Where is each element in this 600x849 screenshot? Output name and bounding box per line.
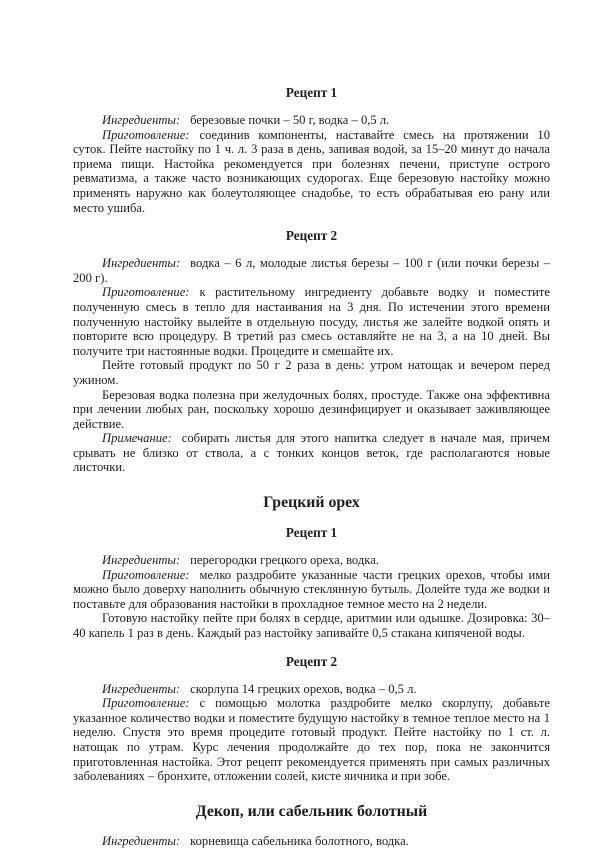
ingredients-paragraph [73, 682, 550, 697]
section-title: Грецкий орех [263, 494, 360, 512]
recipe-heading: Рецепт 2 [285, 653, 338, 669]
paragraph-label: Ингредиенты: [102, 681, 181, 696]
preparation-paragraph [73, 696, 550, 784]
body-paragraph [73, 611, 550, 640]
paragraph-text: мелко раздробите указанные части грецких орехов, чтобы ими можно было доверху наполнить обычную стеклянную бутыль. Долейте туда же водки и поставьте для образования настойки в прохладное темное место на 2 недели. [73, 567, 550, 611]
recipe-heading: Рецепт 1 [285, 85, 338, 100]
paragraph-text: с помощью молотка раздробите мелко скорлупу, добавьте указанное количество водки и поместите будущую настойку в темное теплое место на 1 неделю. Спустя это время процедите готовый продукт. Пейте настойку по 1 ст. л. натощак по утрам. Курс лечения продолжайте до тех пор, пока не закончится приготовленная настойка. Этот рецепт рекомендуется применять при самых различных заболеваниях – бронхите, отложении солей, кисте яичника и при зобе. [73, 696, 550, 784]
body-paragraph [73, 388, 550, 432]
paragraph-label: Примечание: [102, 431, 172, 446]
paragraph-text: к растительному ингредиенту добавьте водку и поместите полученную смесь в тепло для настаивания на 3 дня. По истечении этого времени полученную настойку вылейте в отдельную посуду, листья же залейте водкой опять и повторите всю процедуру. В третий раз смесь оставляйте не на 3, а на 10 дней. Вы получите три настоянные водки. Процедите и смешайте их. [73, 285, 550, 358]
section-title: Декоп, или сабельник болотный [195, 802, 428, 820]
preparation-paragraph [73, 568, 550, 612]
paragraph-text: водка – 6 л, молодые листья березы – 100 г (или почки березы – 200 г). [73, 256, 550, 285]
paragraph-text: соединив компоненты, наставайте смесь на протяжении 10 суток. Пейте настойку по 1 ч. л. 3 раза в день, запивая водой, за 15–20 минут до начала приема пищи. Настойка рекомендуется при болезнях печени, приступе острого ревматизма, а также часто возникающих судорогах. Еще березовую настойку можно применять наружно как болеутоляющее снадобье, то есть обрабатывая ею рану или место ушиба. [73, 127, 550, 215]
paragraph-label: Приготовление: [102, 696, 190, 711]
paragraph-text: собирать листья для этого напитка следует в начале мая, причем срывать не близко от ствола, а с тонких концов веток, где располагаются новые листочки. [73, 431, 550, 475]
paragraph-label: Ингредиенты: [102, 256, 181, 271]
paragraph-text: Пейте готовый продукт по 50 г 2 раза в день: утром натощак и вечером перед ужином. [73, 358, 550, 387]
preparation-paragraph [73, 285, 550, 358]
paragraph-label: Приготовление: [102, 127, 190, 142]
recipe-heading: Рецепт 2 [285, 228, 338, 244]
ingredients-paragraph [73, 553, 550, 568]
preparation-paragraph [73, 128, 550, 216]
ingredients-paragraph [73, 834, 550, 849]
ingredients-paragraph [73, 113, 550, 128]
paragraph-text: Березовая водка полезна при желудочных болях, простуде. Также она эффективна при лечении любых ран, поскольку хорошо дезинфицирует и оказывает заживляющее действие. [73, 387, 550, 431]
paragraph-label: Ингредиенты: [102, 553, 181, 568]
recipe-heading: Рецепт 1 [285, 525, 338, 541]
paragraph-text: скорлупа 14 грецких орехов, водка – 0,5 л. [190, 681, 417, 696]
paragraph-text: Готовую настойку пейте при болях в сердце, аритмии или одышке. Дозировка: 30–40 капель 1 раз в день. Каждый раз настойку запивайте 0,5 стакана кипяченой воды. [73, 611, 550, 641]
paragraph-text: березовые почки – 50 г, водка – 0,5 л. [190, 113, 390, 127]
paragraph-text: корневища сабельника болотного, водка. [190, 833, 409, 848]
body-paragraph [73, 358, 550, 387]
paragraph-label: Приготовление: [102, 285, 190, 300]
paragraph-label: Ингредиенты: [102, 833, 181, 848]
paragraph-text: перегородки грецкого ореха, водка. [190, 553, 379, 568]
paragraph-label: Ингредиенты: [102, 113, 181, 127]
note-paragraph [73, 431, 550, 475]
paragraph-label: Приготовление: [102, 567, 190, 582]
ingredients-paragraph [73, 256, 550, 285]
